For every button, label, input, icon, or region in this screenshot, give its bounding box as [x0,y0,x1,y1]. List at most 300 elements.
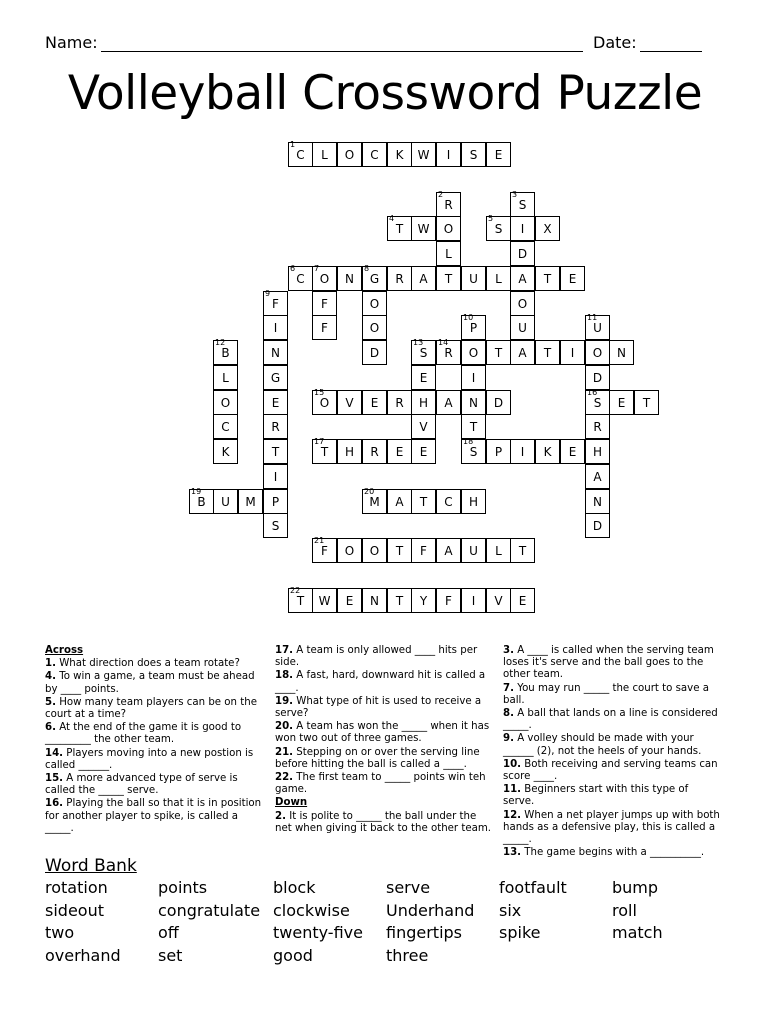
grid-cell[interactable] [238,489,263,514]
grid-cell[interactable] [411,414,436,439]
cell-letter: K [221,445,230,459]
cell-letter: W [318,594,331,608]
clue-text: A team is only allowed ____ hits per side. [275,645,478,669]
grid-cell[interactable] [213,414,238,439]
grid-cell[interactable] [560,340,585,365]
grid-cell[interactable] [362,588,387,613]
clue-text: You may run _____ the court to save a ball. [503,682,709,706]
grid-cell[interactable] [213,489,238,514]
clue-number: 13 [413,338,424,347]
clue-number: 14 [438,338,449,347]
grid-cell[interactable] [362,439,387,464]
grid-cell[interactable] [560,439,585,464]
cell-letter: R [395,396,404,410]
cell-letter: E [419,445,428,459]
clue-number: 18. [275,670,294,682]
grid-cell[interactable] [263,489,288,514]
cell-letter: B [221,346,230,360]
cell-letter: T [642,396,651,410]
cell-letter: A [593,470,602,484]
grid-cell[interactable] [436,216,461,241]
grid-cell[interactable] [362,390,387,415]
word-bank-title: Word Bank [45,856,137,876]
grid-cell[interactable] [387,538,412,563]
grid-cell[interactable] [213,340,238,365]
word-bank-item: off [158,923,179,942]
grid-cell[interactable] [387,390,412,415]
clue-number: 6 [290,264,296,273]
grid-cell[interactable] [263,439,288,464]
grid-cell[interactable] [461,588,486,613]
grid-cell[interactable] [634,390,659,415]
grid-cell[interactable] [263,340,288,365]
clue-text: What type of hit is used to receive a serve? [275,695,482,720]
word-bank-item: clockwise [273,900,350,920]
clue-text: Players moving into a new postion is called ______. [45,747,254,771]
cell-letter: F [321,297,328,311]
clue-text: Stepping on or over the serving line before hitting the ball is called a ____. [275,746,480,770]
grid-cell[interactable] [213,365,238,390]
grid-cell[interactable] [486,266,511,291]
cell-letter: E [518,594,527,608]
grid-cell[interactable] [510,340,535,365]
clue-text: A fast, hard, downward hit is called a ____. [275,670,486,694]
cell-letter: D [517,247,528,261]
clue-number: 3. [503,645,514,656]
clue-number: 12 [215,338,226,347]
cell-letter: I [570,346,575,360]
grid-cell[interactable] [461,315,486,340]
clue-text: A ____ is called when the serving team loses it's serve and the ball goes to the other team. [503,645,714,681]
cell-letter: O [344,148,355,162]
cell-letter: O [220,396,231,410]
grid-cell[interactable] [263,390,288,415]
clue-number: 17 [314,437,325,446]
grid-cell[interactable] [337,266,362,291]
grid-cell[interactable] [535,266,560,291]
grid-cell[interactable] [189,489,214,514]
grid-cell[interactable] [411,489,436,514]
grid-cell[interactable] [362,489,387,514]
clue-number: 4 [389,214,395,223]
grid-cell[interactable] [288,266,313,291]
cell-letter: W [417,222,430,236]
grid-cell[interactable] [387,266,412,291]
clue-text: To win a game, a team must be ahead by ____ points. [45,671,255,695]
grid-cell[interactable] [486,588,511,613]
name-label: Name: [45,33,98,52]
clue-number: 6. [45,722,56,734]
grid-cell[interactable] [263,365,288,390]
word-bank-item: sideout [45,900,104,920]
grid-cell[interactable] [337,538,362,563]
cell-letter: E [271,396,280,410]
clue-item [275,772,493,796]
cell-letter: S [271,519,280,533]
clue-number: 19. [275,695,294,707]
grid-cell[interactable] [411,538,436,563]
clue-item [275,645,493,669]
cell-letter: O [319,396,330,410]
clue-number: 19 [191,487,202,496]
grid-cell[interactable] [461,489,486,514]
cell-letter: R [444,198,453,212]
grid-cell[interactable] [436,241,461,266]
grid-cell[interactable] [585,340,610,365]
grid-cell[interactable] [461,439,486,464]
grid-cell[interactable] [263,291,288,316]
clue-section-heading [275,797,493,809]
grid-cell[interactable] [288,588,313,613]
grid-cell[interactable] [585,365,610,390]
word-bank-item: footfault [499,878,567,897]
clue-text: What direction does a team rotate? [55,658,240,670]
cell-letter: T [320,445,329,459]
grid-cell[interactable] [362,266,387,291]
clue-number: 21. [275,746,294,758]
grid-cell[interactable] [486,538,511,563]
cell-letter: M [245,495,256,509]
cell-letter: F [445,594,452,608]
clue-text: When a net player jumps up with both hands as a defensive play, this is called a _____. [503,809,720,846]
cell-letter: A [444,544,453,558]
grid-cell[interactable] [585,513,610,538]
grid-cell[interactable] [387,588,412,613]
cell-letter: D [592,371,603,385]
grid-cell[interactable] [337,390,362,415]
grid-cell[interactable] [411,142,436,167]
clue-item [275,696,493,720]
cell-letter: I [471,371,476,385]
cell-letter: U [469,272,478,286]
grid-cell[interactable] [362,315,387,340]
grid-cell[interactable] [535,439,560,464]
word-bank-item: overhand [45,945,121,965]
clue-number: 1. [45,658,56,670]
grid-cell[interactable] [510,266,535,291]
clue-item [503,645,721,682]
grid-cell[interactable] [609,340,634,365]
cell-letter: H [418,396,429,410]
grid-cell[interactable] [436,142,461,167]
clue-text: A more advanced type of serve is called the _____ serve. [45,773,238,797]
word-bank-item: six [499,900,522,920]
cell-letter: N [469,396,478,410]
grid-cell[interactable] [263,414,288,439]
grid-cell[interactable] [362,142,387,167]
cell-letter: R [395,272,404,286]
grid-cell[interactable] [312,315,337,340]
grid-cell[interactable] [411,390,436,415]
word-bank-item: serve [386,878,431,897]
cell-letter: O [319,272,330,286]
word-bank-item: rotation [45,878,108,897]
cell-letter: I [520,445,525,459]
cell-letter: N [593,495,602,509]
cell-letter: M [369,495,380,509]
clue-number: 3 [512,190,518,199]
grid-cell[interactable] [436,340,461,365]
clue-item [275,670,493,694]
grid-cell[interactable] [387,142,412,167]
cell-letter: F [321,321,328,335]
grid-cell[interactable] [510,315,535,340]
cell-letter: T [296,594,305,608]
cell-letter: T [494,346,503,360]
clue-item [45,748,263,772]
cell-letter: U [469,544,478,558]
grid-cell[interactable] [510,538,535,563]
clue-number: 22. [275,772,294,784]
grid-cell[interactable] [510,291,535,316]
cell-letter: V [494,594,503,608]
grid-cell[interactable] [337,588,362,613]
cell-letter: T [395,544,404,558]
grid-cell[interactable] [510,439,535,464]
clue-item [45,697,263,721]
cell-letter: O [369,544,380,558]
clue-number: 11. [503,784,522,796]
cell-letter: G [270,371,281,385]
cell-letter: B [197,495,206,509]
grid-cell[interactable] [337,142,362,167]
clue-number: 9. [503,733,514,745]
clue-number: 17. [275,645,294,656]
grid-cell[interactable] [436,390,461,415]
cell-letter: U [593,321,602,335]
grid-cell[interactable] [461,538,486,563]
grid-cell[interactable] [312,390,337,415]
cell-letter: P [271,495,280,509]
clue-number: 15 [314,388,325,397]
cell-letter: T [543,346,552,360]
grid-cell[interactable] [585,464,610,489]
cell-letter: Y [419,594,428,608]
section-label: Down [275,797,308,809]
cell-letter: T [419,495,428,509]
grid-cell[interactable] [263,315,288,340]
grid-cell[interactable] [263,464,288,489]
clue-item [503,683,721,707]
word-bank-item: twenty-five [273,923,363,942]
cell-letter: R [593,420,602,434]
cell-letter: F [321,544,328,558]
grid-cell[interactable] [337,439,362,464]
grid-cell[interactable] [436,192,461,217]
grid-cell[interactable] [436,266,461,291]
cell-letter: T [469,420,478,434]
cell-letter: K [543,445,552,459]
grid-cell[interactable] [461,390,486,415]
grid-cell[interactable] [436,489,461,514]
word-bank-item: fingertips [386,923,463,942]
cell-letter: V [345,396,354,410]
clue-number: 13. [503,847,522,859]
grid-cell[interactable] [486,390,511,415]
cell-letter: F [420,544,427,558]
grid-cell[interactable] [461,340,486,365]
grid-cell[interactable] [362,291,387,316]
grid-cell[interactable] [411,216,436,241]
cell-letter: D [592,519,603,533]
grid-cell[interactable] [411,340,436,365]
cell-letter: T [271,445,280,459]
cell-letter: I [273,470,278,484]
grid-cell[interactable] [411,588,436,613]
grid-cell[interactable] [312,439,337,464]
grid-cell[interactable] [263,513,288,538]
clue-item [503,784,721,808]
clues-column-3 [503,645,721,860]
cell-letter: A [419,272,428,286]
clue-item [503,708,721,732]
grid-cell[interactable] [585,414,610,439]
grid-cell[interactable] [411,266,436,291]
clue-number: 20. [275,721,294,733]
clues-column-1 [45,645,263,836]
grid-cell[interactable] [486,216,511,241]
grid-cell[interactable] [362,538,387,563]
cell-letter: T [395,594,404,608]
clue-number: 2. [275,810,286,822]
clue-item [45,658,263,670]
clue-number: 15. [45,773,64,785]
cell-letter: I [446,148,451,162]
clue-text: The first team to _____ points win teh game. [275,772,486,796]
cell-letter: E [494,148,503,162]
cell-letter: C [444,495,453,509]
clue-number: 16. [45,798,64,810]
clue-number: 7. [503,682,514,694]
clue-text: Both receiving and serving teams can score ____. [503,758,718,783]
grid-cell[interactable] [585,489,610,514]
cell-letter: N [271,346,280,360]
cell-letter: I [471,594,476,608]
grid-cell[interactable] [510,216,535,241]
grid-cell[interactable] [362,340,387,365]
cell-letter: H [592,445,603,459]
clue-text: How many team players can be on the court at a time? [45,696,257,721]
clue-number: 1 [290,140,296,149]
clue-number: 10 [463,313,474,322]
clue-text: A volley should be made with your ______ (2), not the heels of your hands. [503,733,702,757]
grid-cell[interactable] [312,266,337,291]
cell-letter: N [370,594,379,608]
grid-cell[interactable] [213,439,238,464]
cell-letter: E [395,445,404,459]
cell-letter: A [395,495,404,509]
grid-cell[interactable] [288,142,313,167]
cell-letter: P [494,445,503,459]
clue-number: 20 [364,487,375,496]
grid-cell[interactable] [461,266,486,291]
grid-cell[interactable] [585,315,610,340]
cell-letter: O [344,544,355,558]
cell-letter: O [369,321,380,335]
grid-cell[interactable] [436,538,461,563]
grid-cell[interactable] [535,340,560,365]
clue-text: The game begins with a __________. [521,847,705,859]
word-bank-item: match [612,923,663,942]
cell-letter: A [518,346,527,360]
cell-letter: T [395,222,404,236]
grid-cell[interactable] [312,291,337,316]
clue-number: 2 [438,190,444,199]
cell-letter: E [568,445,577,459]
grid-cell[interactable] [387,439,412,464]
clue-item [45,671,263,695]
cell-letter: E [568,272,577,286]
grid-cell[interactable] [312,538,337,563]
grid-cell[interactable] [461,414,486,439]
cell-letter: S [469,148,478,162]
grid-cell[interactable] [560,266,585,291]
grid-cell[interactable] [411,439,436,464]
clue-text: A ball that lands on a line is considered _____. [503,708,718,732]
cell-letter: S [419,346,428,360]
grid-cell[interactable] [486,340,511,365]
cell-letter: R [271,420,280,434]
clue-item [503,733,721,757]
cell-letter: S [494,222,503,236]
grid-cell[interactable] [213,390,238,415]
cell-letter: L [445,247,452,261]
cell-letter: T [543,272,552,286]
grid-cell[interactable] [436,588,461,613]
grid-cell[interactable] [411,365,436,390]
cell-letter: I [273,321,278,335]
cell-letter: L [321,148,328,162]
cell-letter: S [593,396,602,410]
grid-cell[interactable] [510,588,535,613]
clue-item [45,722,263,746]
grid-cell[interactable] [312,588,337,613]
cell-letter: R [444,346,453,360]
cell-letter: C [296,272,305,286]
cell-letter: H [468,495,479,509]
word-bank-item: roll [612,900,637,920]
grid-cell[interactable] [387,489,412,514]
grid-cell[interactable] [312,142,337,167]
grid-cell[interactable] [510,192,535,217]
clue-item [275,747,493,771]
clue-number: 18 [463,437,474,446]
grid-cell[interactable] [585,439,610,464]
clue-number: 22 [290,586,301,595]
grid-cell[interactable] [461,365,486,390]
clue-number: 5. [45,696,56,708]
word-bank-item: good [273,945,313,965]
grid-cell[interactable] [461,142,486,167]
word-bank-item: spike [499,923,541,942]
grid-cell[interactable] [486,439,511,464]
grid-cell[interactable] [609,390,634,415]
grid-cell[interactable] [387,216,412,241]
cell-letter: E [370,396,379,410]
grid-cell[interactable] [585,390,610,415]
grid-cell[interactable] [510,241,535,266]
word-bank-item: block [273,878,316,897]
grid-cell[interactable] [535,216,560,241]
grid-cell[interactable] [486,142,511,167]
clue-text: Playing the ball so that it is in position for another player to spike, is called a _____. [45,798,262,834]
cell-letter: C [221,420,230,434]
clue-section-heading [45,645,263,657]
cell-letter: D [493,396,504,410]
cell-letter: O [592,346,603,360]
clue-number: 9 [265,289,271,298]
clue-item [503,847,721,859]
